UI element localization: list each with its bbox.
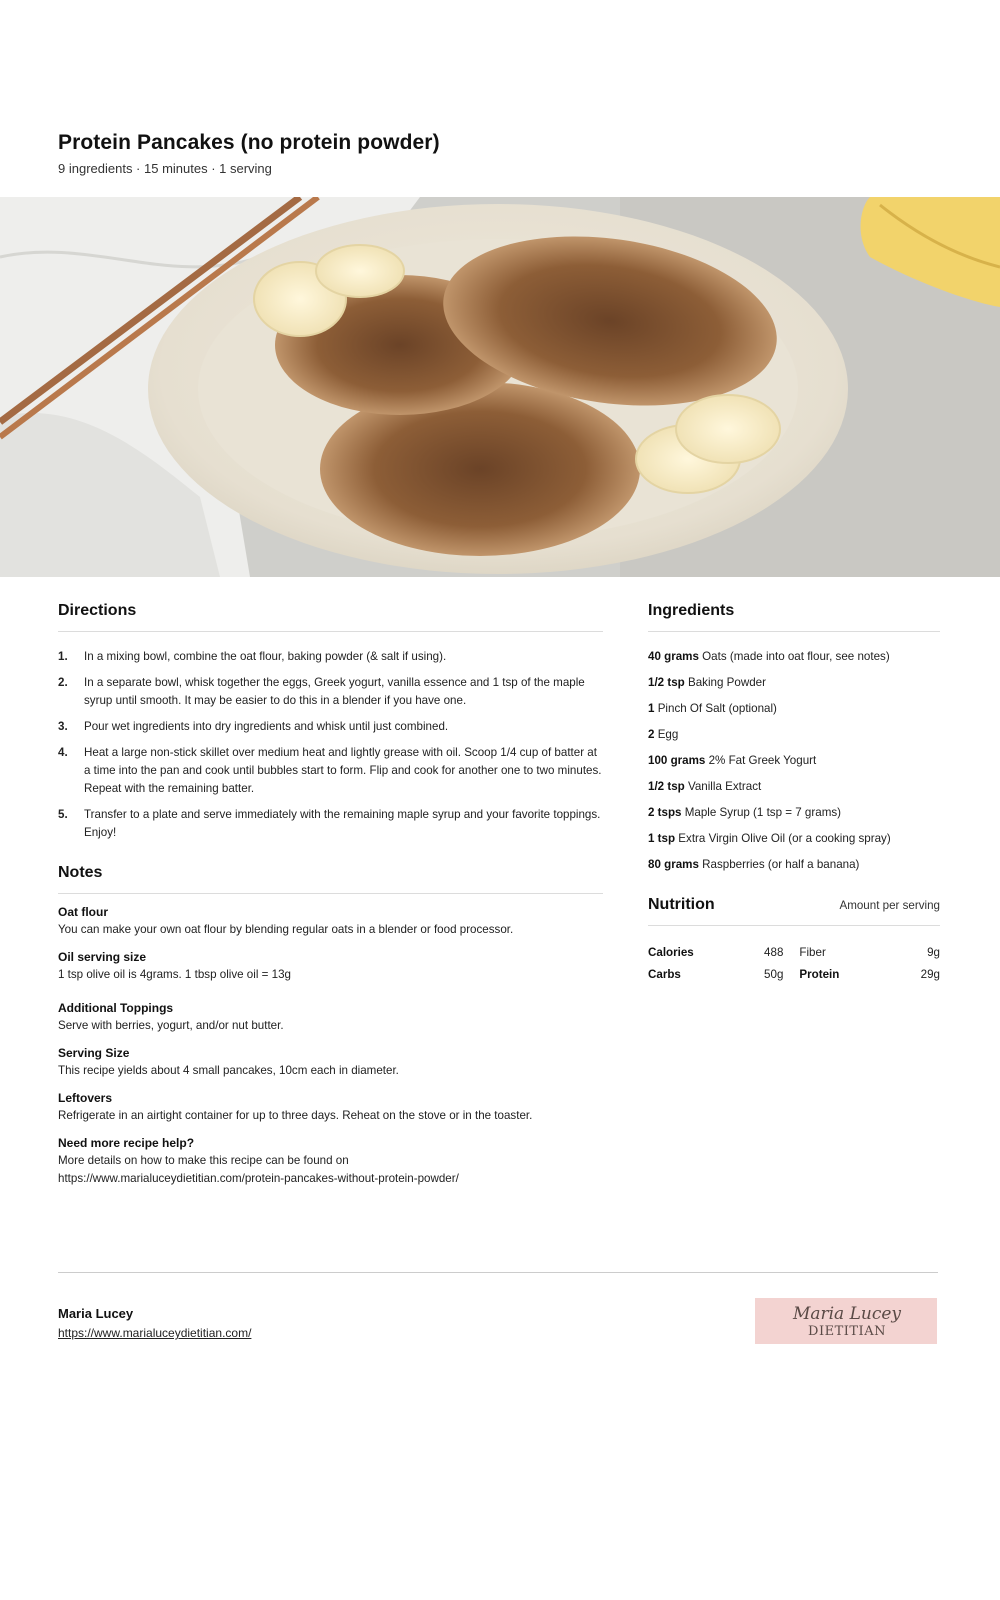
footer-divider bbox=[58, 1272, 938, 1273]
amount-per-serving-label: Amount per serving bbox=[839, 899, 940, 912]
ingredient-name: Pinch Of Salt (optional) bbox=[657, 702, 777, 715]
note-title: Leftovers bbox=[58, 1091, 113, 1105]
nutrient-label: Protein bbox=[799, 968, 840, 981]
direction-step bbox=[58, 674, 603, 710]
note-item bbox=[58, 949, 603, 984]
dietitian-logo bbox=[755, 1298, 937, 1344]
ingredient-item bbox=[648, 830, 940, 848]
nutrient-label: Calories bbox=[648, 946, 694, 959]
hero-image bbox=[0, 197, 1000, 577]
step-number: 1. bbox=[58, 650, 68, 663]
ingredient-item bbox=[648, 700, 940, 718]
step-text: In a separate bowl, whisk together the eggs, Greek yogurt, vanilla essence and 1 tsp of the maple syrup until smooth. It may be easier to do this in a blender if you have one. bbox=[84, 676, 585, 707]
ingredient-qty: 1 tsp bbox=[648, 832, 676, 845]
direction-step bbox=[58, 648, 603, 666]
ingredient-name: Raspberries (or half a banana) bbox=[702, 858, 860, 871]
ingredient-item bbox=[648, 648, 940, 666]
author-name: Maria Lucey bbox=[58, 1306, 134, 1321]
left-column bbox=[58, 602, 603, 1188]
right-column bbox=[648, 602, 940, 986]
author-website-link[interactable]: https://www.marialuceydietitian.com/ bbox=[58, 1326, 252, 1340]
note-body: More details on how to make this recipe can be found on bbox=[58, 1154, 349, 1167]
direction-step bbox=[58, 806, 603, 842]
step-number: 3. bbox=[58, 720, 68, 733]
ingredient-item bbox=[648, 856, 940, 874]
note-item bbox=[58, 1090, 603, 1125]
directions-list bbox=[58, 648, 603, 842]
logo-mark bbox=[755, 1298, 937, 1344]
ingredient-item bbox=[648, 674, 940, 692]
nutrition-row bbox=[648, 942, 940, 964]
ingredient-qty: 1 bbox=[648, 702, 655, 715]
note-body: You can make your own oat flour by blending regular oats in a blender or food processor. bbox=[58, 923, 514, 936]
nutrient-label: Fiber bbox=[799, 946, 826, 959]
footer bbox=[58, 1306, 251, 1342]
nutrition-heading: Nutrition bbox=[648, 896, 715, 913]
note-title: Serving Size bbox=[58, 1046, 130, 1060]
recipe-title: Protein Pancakes (no protein powder) bbox=[58, 131, 440, 154]
nutrition-row bbox=[648, 964, 940, 986]
note-item bbox=[58, 1045, 603, 1080]
ingredient-name: Extra Virgin Olive Oil (or a cooking spray) bbox=[678, 832, 891, 845]
notes-section bbox=[58, 864, 603, 1188]
ingredients-heading: Ingredients bbox=[648, 602, 940, 632]
ingredient-qty: 80 grams bbox=[648, 858, 699, 871]
ingredient-item bbox=[648, 726, 940, 744]
notes-heading: Notes bbox=[58, 864, 603, 894]
nutrition-table bbox=[648, 942, 940, 986]
ingredient-item bbox=[648, 752, 940, 770]
ingredient-qty: 2 tsps bbox=[648, 806, 682, 819]
ingredient-item bbox=[648, 804, 940, 822]
note-item bbox=[58, 1000, 603, 1035]
pancakes-photo bbox=[0, 197, 1000, 577]
ingredient-name: Oats (made into oat flour, see notes) bbox=[702, 650, 890, 663]
recipe-header bbox=[58, 131, 440, 176]
logo-word-text: DIETITIAN bbox=[808, 1324, 886, 1339]
step-text: Heat a large non-stick skillet over medium heat and lightly grease with oil. Scoop 1/4 cup of batter at a time into the pan and cook until bubbles start to form. Flip and cook for another one to two minutes. Repeat with the remaining batter. bbox=[84, 746, 602, 795]
recipe-meta: 9 ingredients · 15 minutes · 1 serving bbox=[58, 161, 272, 176]
logo-script-text: Maria Lucey bbox=[792, 1304, 902, 1324]
note-title: Additional Toppings bbox=[58, 1001, 174, 1015]
step-number: 2. bbox=[58, 676, 68, 689]
ingredient-qty: 1/2 tsp bbox=[648, 780, 685, 793]
ingredient-name: Vanilla Extract bbox=[687, 780, 762, 793]
ingredients-list bbox=[648, 648, 940, 874]
ingredient-qty: 1/2 tsp bbox=[648, 676, 685, 689]
note-title: Oat flour bbox=[58, 905, 108, 919]
ingredient-name: Maple Syrup (1 tsp = 7 grams) bbox=[684, 806, 842, 819]
note-item bbox=[58, 1135, 603, 1188]
ingredient-name: Baking Powder bbox=[687, 676, 766, 689]
note-body: 1 tsp olive oil is 4grams. 1 tbsp olive oil = 13g bbox=[58, 968, 291, 981]
direction-step bbox=[58, 744, 603, 798]
note-body: Refrigerate in an airtight container for up to three days. Reheat on the stove or in the toaster. bbox=[58, 1109, 533, 1122]
directions-heading: Directions bbox=[58, 602, 603, 632]
note-title: Need more recipe help? bbox=[58, 1136, 195, 1150]
note-item bbox=[58, 904, 603, 939]
ingredient-item bbox=[648, 778, 940, 796]
ingredient-qty: 2 bbox=[648, 728, 655, 741]
step-number: 4. bbox=[58, 746, 68, 759]
recipe-help-link: https://www.marialuceydietitian.com/protein-pancakes-without-protein-powder/ bbox=[58, 1172, 459, 1185]
step-number: 5. bbox=[58, 808, 68, 821]
nutrition-header bbox=[648, 896, 940, 926]
step-text: Pour wet ingredients into dry ingredients and whisk until just combined. bbox=[84, 720, 449, 733]
note-title: Oil serving size bbox=[58, 950, 147, 964]
nutrient-value: 9g bbox=[927, 946, 940, 959]
ingredient-name: 2% Fat Greek Yogurt bbox=[708, 754, 817, 767]
nutrient-value: 50g bbox=[764, 968, 784, 981]
ingredient-name: Egg bbox=[657, 728, 679, 741]
nutrient-value: 29g bbox=[920, 968, 940, 981]
nutrient-value: 488 bbox=[764, 946, 784, 959]
nutrient-label: Carbs bbox=[648, 968, 681, 981]
ingredient-qty: 100 grams bbox=[648, 754, 706, 767]
note-body: This recipe yields about 4 small pancakes, 10cm each in diameter. bbox=[58, 1064, 399, 1077]
ingredient-qty: 40 grams bbox=[648, 650, 699, 663]
direction-step bbox=[58, 718, 603, 736]
step-text: In a mixing bowl, combine the oat flour, baking powder (& salt if using). bbox=[84, 650, 447, 663]
note-body: Serve with berries, yogurt, and/or nut butter. bbox=[58, 1019, 284, 1032]
step-text: Transfer to a plate and serve immediately with the remaining maple syrup and your favorite toppings. Enjoy! bbox=[84, 808, 601, 839]
